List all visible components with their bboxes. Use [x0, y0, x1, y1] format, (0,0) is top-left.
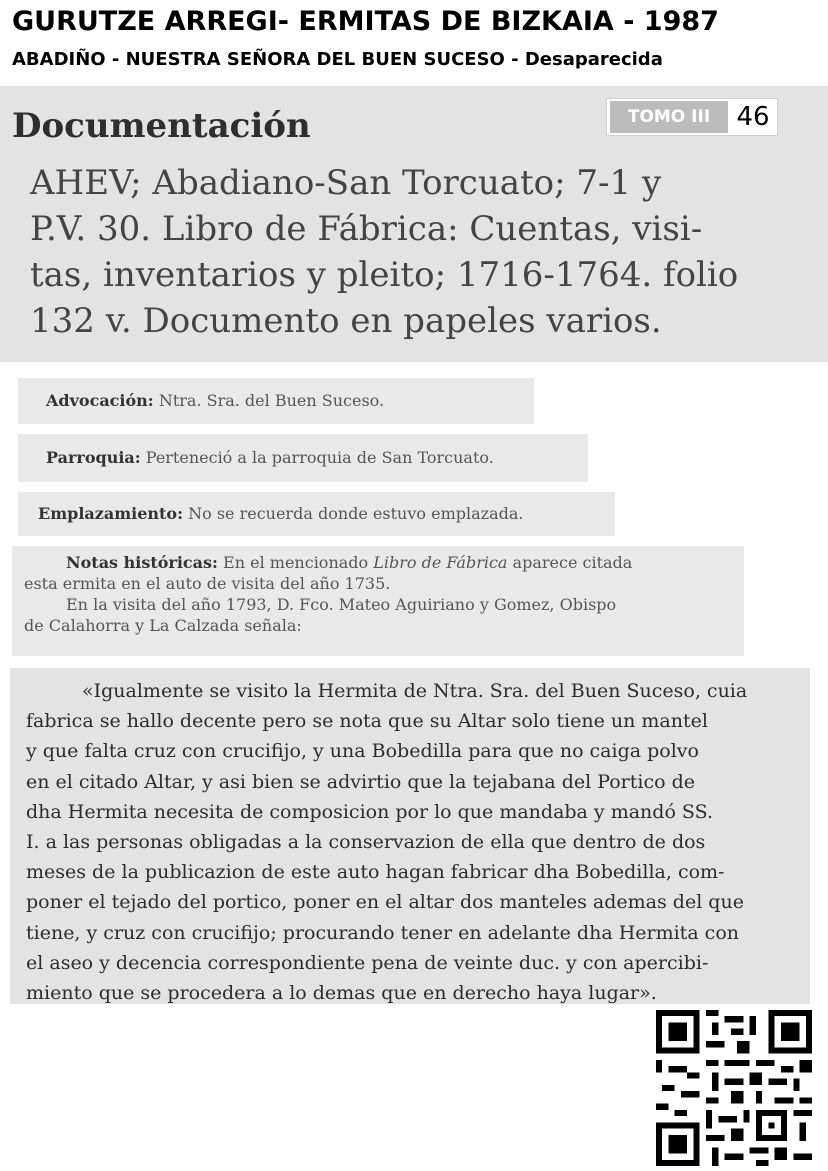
documentacion-heading: Documentación [12, 106, 311, 146]
parroquia-label: Parroquia: [46, 448, 141, 467]
quote-line: en el citado Altar, y asi bien se advirtio que la tejabana del Portico de [26, 770, 695, 793]
notas-label: Notas históricas: [66, 553, 218, 572]
notas-first-line [24, 552, 730, 573]
notas-historicas [12, 546, 744, 656]
quote-line: el aseo y decencia correspondiente pena de veinte duc. y con apercibi- [26, 951, 709, 974]
notas-line: esta ermita en el auto de visita del año 1735. [24, 574, 391, 593]
quote-line: poner el tejado del portico, poner en el altar dos manteles ademas del que [26, 891, 744, 914]
page-subtitle: ABADIÑO - NUESTRA SEÑORA DEL BUEN SUCESO - Desaparecida [6, 45, 784, 75]
parroquia-value: Perteneció a la parroquia de San Torcuato. [145, 448, 494, 467]
advocacion-label: Advocación: [46, 391, 154, 410]
notas-line: En la visita del año 1793, D. Fco. Mateo Aguiriano y Gomez, Obispo [66, 595, 617, 614]
documentacion-line: P.V. 30. Libro de Fábrica: Cuentas, visi- [30, 209, 703, 249]
documentacion-line: tas, inventarios y pleito; 1716-1764. folio [30, 255, 739, 295]
quote-line: tiene, y cruz con crucifijo; procurando tener en adelante dha Hermita con [26, 921, 740, 944]
qr-code-icon [656, 1010, 812, 1166]
documentacion-line: AHEV; Abadiano-San Torcuato; 7-1 y [30, 163, 662, 203]
emplazamiento-field [18, 492, 615, 536]
quote-block [10, 668, 810, 1004]
tomo-label: TOMO III [610, 101, 728, 133]
quote-line: meses de la publicazion de este auto hagan fabricar dha Bobedilla, com- [26, 861, 725, 884]
quote-line: «Igualmente se visito la Hermita de Ntra. Sra. del Buen Suceso, cuia [82, 680, 748, 702]
advocacion-field [18, 378, 534, 424]
quote-line: I. a las personas obligadas a la conservazion de ella que dentro de dos [26, 831, 706, 854]
parroquia-field [18, 434, 588, 482]
notas-italic-title: Libro de Fábrica [373, 553, 508, 572]
quote-line: dha Hermita necesita de composicion por lo que mandaba y mandó SS. [26, 800, 713, 823]
page-title: GURUTZE ARREGI- ERMITAS DE BIZKAIA - 1987 [8, 2, 804, 42]
quote-line: miento que se procedera a lo demas que en derecho haya lugar». [26, 982, 657, 1005]
emplazamiento-value: No se recuerda donde estuvo emplazada. [188, 504, 524, 523]
quote-line: fabrica se hallo decente pero se nota que su Altar solo tiene un mantel [26, 710, 708, 733]
documentacion-text [30, 160, 800, 344]
emplazamiento-label: Emplazamiento: [38, 504, 183, 523]
notas-line: de Calahorra y La Calzada señala: [24, 616, 302, 635]
notas-text: aparece citada [507, 553, 633, 572]
advocacion-value: Ntra. Sra. del Buen Suceso. [158, 391, 385, 410]
notas-text: En el mencionado [217, 553, 374, 572]
quote-line: y que falta cruz con crucifijo, y una Bobedilla para que no caiga polvo [26, 740, 699, 763]
documentacion-line: 132 v. Documento en papeles varios. [30, 301, 662, 341]
tomo-number: 46 [730, 100, 776, 134]
